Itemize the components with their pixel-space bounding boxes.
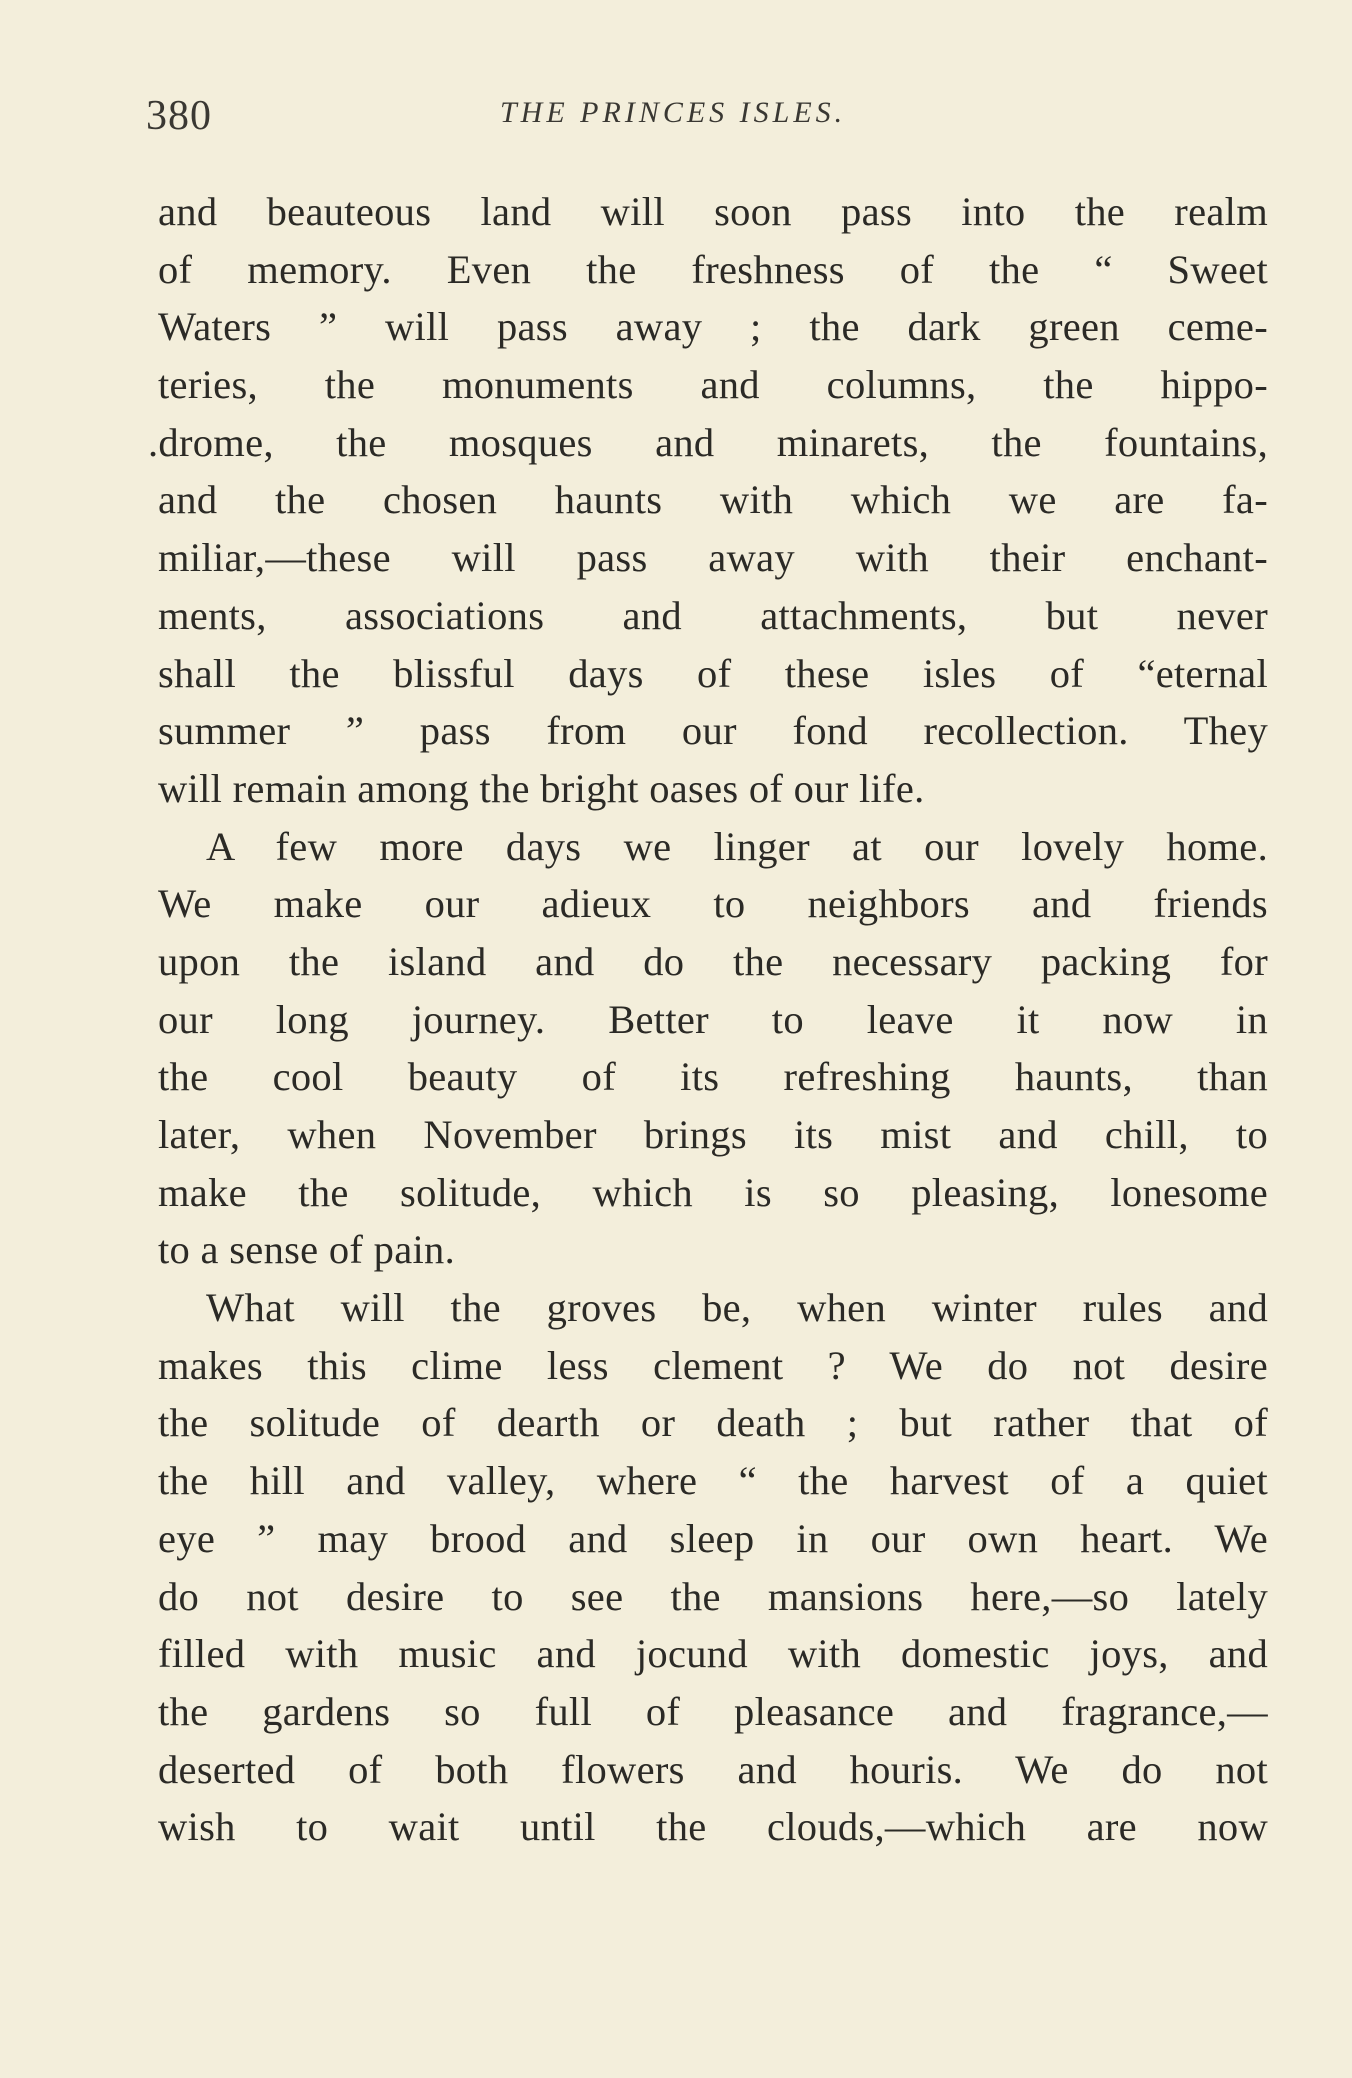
text-line: make the solitude, which is so pleasing, lonesome: [158, 1169, 1268, 1215]
text-line: Waters ” will pass away ; the dark green ceme-: [158, 304, 1268, 350]
paragraph-end-line: will remain among the bright oases of our life.: [158, 765, 925, 811]
text-line: shall the blissful days of these isles of “eternal: [158, 650, 1268, 696]
text-line: our long journey. Better to leave it now in: [158, 996, 1268, 1042]
text-line: the solitude of dearth or death ; but rather that of: [158, 1400, 1268, 1446]
text-line: teries, the monuments and columns, the hippo-: [158, 362, 1268, 408]
paragraph-start-line: What will the groves be, when winter rules and: [206, 1285, 1268, 1331]
text-line: later, when November brings its mist and chill, to: [158, 1112, 1268, 1157]
text-line: the gardens so full of pleasance and fragrance,—: [158, 1688, 1268, 1734]
text-line: makes this clime less clement ? We do not desire: [158, 1342, 1268, 1388]
text-line: summer ” pass from our fond recollection. They: [158, 708, 1268, 754]
text-line: miliar,—these will pass away with their enchant-: [158, 535, 1268, 581]
text-line: the hill and valley, where “ the harvest of a quiet: [158, 1458, 1268, 1504]
text-line: do not desire to see the mansions here,—so lately: [158, 1573, 1268, 1619]
text-line: and the chosen haunts with which we are fa-: [158, 477, 1268, 523]
text-line: deserted of both flowers and houris. We do not: [158, 1746, 1268, 1792]
body-text: [148, 183, 1268, 1856]
text-line: upon the island and do the necessary packing for: [158, 938, 1268, 984]
text-line: eye ” may brood and sleep in our own heart. We: [158, 1515, 1268, 1561]
text-line: and beauteous land will soon pass into the realm: [158, 189, 1268, 234]
text-line: wish to wait until the clouds,—which are now: [158, 1804, 1268, 1850]
text-line: .drome, the mosques and minarets, the fountains,: [148, 419, 1268, 465]
running-head: THE PRINCES ISLES.: [500, 96, 847, 129]
paragraph-start-line: A few more days we linger at our lovely home.: [206, 823, 1268, 869]
text-line: the cool beauty of its refreshing haunts, than: [158, 1054, 1268, 1100]
text-line: We make our adieux to neighbors and friends: [158, 881, 1268, 927]
page-number: 380: [146, 93, 212, 139]
text-line: ments, associations and attachments, but never: [158, 592, 1268, 638]
text-line: filled with music and jocund with domestic joys, and: [158, 1631, 1268, 1677]
paragraph-end-line: to a sense of pain.: [158, 1227, 455, 1273]
text-line: of memory. Even the freshness of the “ Sweet: [158, 246, 1268, 292]
